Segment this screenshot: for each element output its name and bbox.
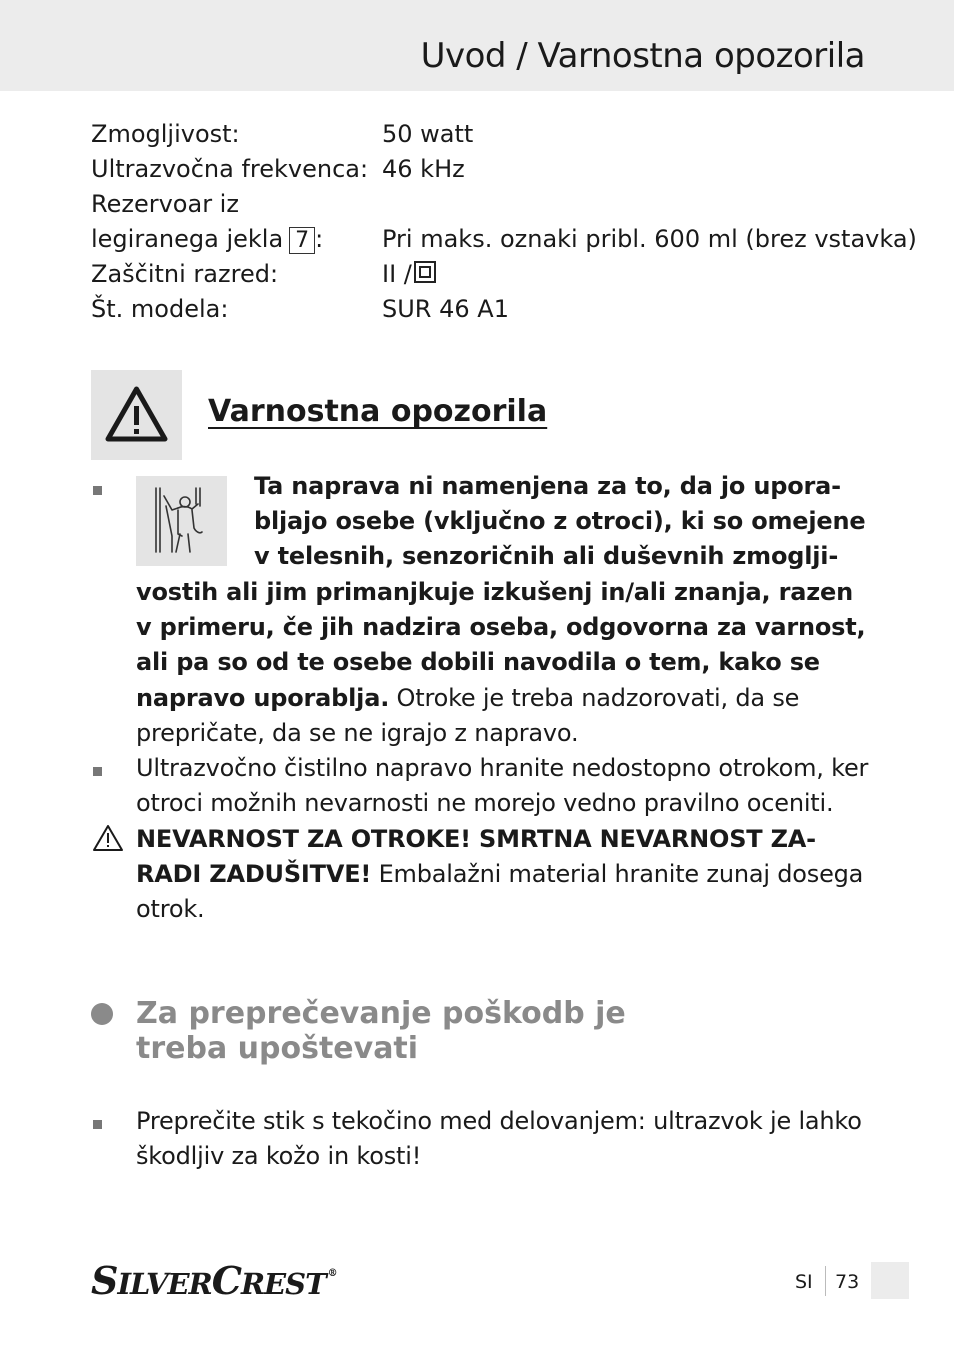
safety-bullet2 xyxy=(136,751,868,821)
spec-label-frequency: Ultrazvočna frekvenca: xyxy=(91,155,369,183)
brand-logo xyxy=(91,1258,337,1303)
danger-mixed-line xyxy=(136,857,863,892)
page-title: Uvod / Varnostna opozorila xyxy=(420,36,865,76)
child-safety-icon xyxy=(136,476,227,566)
safety-bullet2-line: otroci možnih nevarnosti ne morejo vedno pravilno oceniti. xyxy=(136,789,834,818)
brand-letters: REST xyxy=(240,1267,326,1301)
safety-bullet1-line: bljajo osebe (vključno z otroci), ki so omejene xyxy=(254,507,866,536)
brand-letters: ILVER xyxy=(117,1267,212,1301)
registered-mark: ® xyxy=(327,1268,337,1279)
safety-bullet1-line: v telesnih, senzoričnih ali duševnih zmoglji- xyxy=(254,542,839,571)
child-icon-box xyxy=(136,476,227,566)
section-title-safety: Varnostna opozorila xyxy=(208,394,548,429)
protection-class-text: II / xyxy=(382,260,412,288)
spec-label-tank-material xyxy=(91,222,323,257)
safety-bullet1-normal: Otroke je treba nadzorovati, da se xyxy=(389,683,800,712)
spec-label-capacity: Zmogljivost: xyxy=(91,120,240,148)
language-code: SI xyxy=(795,1271,813,1293)
protection-class-ii-icon xyxy=(414,261,436,283)
spec-value-frequency: 46 kHz xyxy=(382,155,465,183)
page-number: 73 xyxy=(835,1271,860,1293)
safety-bullet1-tail: prepričate, da se ne igrajo z napravo. xyxy=(136,718,579,747)
brand-letter: C xyxy=(211,1258,241,1303)
spec-value-protection xyxy=(382,257,436,292)
spec-label-tank: Rezervoar iz xyxy=(91,190,239,218)
reference-number-box: 7 xyxy=(289,227,315,254)
injury-bullet-line: škodljiv za kožo in kosti! xyxy=(136,1142,422,1171)
safety-bullet1-bold-end: napravo uporablja. xyxy=(136,683,390,712)
subheading-injury xyxy=(136,996,626,1066)
safety-bullet1-intro xyxy=(254,469,865,575)
safety-bullet1-body xyxy=(136,575,865,751)
safety-bullet1-line: Ta naprava ni namenjena za to, da jo upora- xyxy=(254,472,841,500)
spec-value-model: SUR 46 A1 xyxy=(382,295,509,323)
safety-bullet1-mixed-line xyxy=(136,681,865,716)
page-tab xyxy=(871,1262,909,1299)
spec-label-colon: : xyxy=(315,225,324,253)
subheading-line: Za preprečevanje poškodb je xyxy=(136,996,626,1031)
small-warning-icon xyxy=(91,823,125,853)
bullet-marker xyxy=(93,767,102,776)
warning-triangle-icon xyxy=(91,370,182,460)
warning-icon-box xyxy=(91,370,182,460)
danger-line: NEVARNOST ZA OTROKE! SMRTNA NEVARNOST ZA- xyxy=(136,825,816,853)
safety-bullet1-line: v primeru, če jih nadzira oseba, odgovorna za varnost, xyxy=(136,613,866,642)
footer-divider xyxy=(825,1266,826,1296)
injury-bullet-line: Preprečite stik s tekočino med delovanjem: ultrazvok je lahko xyxy=(136,1107,862,1135)
brand-letter: S xyxy=(91,1258,118,1303)
safety-bullet1-line: vostih ali jim primanjkuje izkušenj in/ali znanja, razen xyxy=(136,578,853,606)
bullet-marker xyxy=(93,486,102,495)
safety-bullet1-line: ali pa so od te osebe dobili navodila o tem, kako se xyxy=(136,648,820,677)
bullet-marker xyxy=(93,1120,102,1129)
spec-value-capacity: 50 watt xyxy=(382,120,474,148)
spec-label-tank-text: legiranega jekla xyxy=(91,225,284,253)
danger-notice xyxy=(136,822,863,928)
subheading-line: treba upoštevati xyxy=(136,1031,419,1066)
injury-bullet xyxy=(136,1104,862,1174)
danger-bold: RADI ZADUŠITVE! xyxy=(136,860,372,889)
subheading-bullet-dot xyxy=(91,1003,113,1025)
spec-label-model: Št. modela: xyxy=(91,295,229,323)
spec-label-protection: Zaščitni razred: xyxy=(91,260,279,288)
spec-value-tank: Pri maks. oznaki pribl. 600 ml (brez vstavka) xyxy=(382,225,917,253)
danger-line: otrok. xyxy=(136,895,205,924)
safety-bullet2-line: Ultrazvočno čistilno napravo hranite nedostopno otrokom, ker xyxy=(136,754,869,782)
danger-normal: Embalažni material hranite zunaj dosega xyxy=(371,860,864,889)
